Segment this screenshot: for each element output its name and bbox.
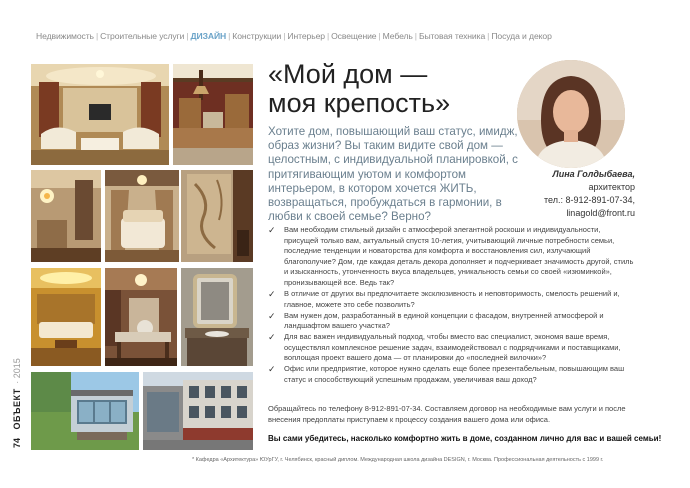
hall-chandelier-photo: [31, 170, 101, 262]
nav-item-construction-services[interactable]: Строительные услуги: [100, 31, 185, 41]
list-item: [268, 225, 634, 289]
dining-room-photo: [105, 268, 177, 366]
article-title-line-2: моя крепость»: [268, 88, 451, 118]
article-title-line-1: «Мой дом —: [268, 59, 428, 89]
nav-separator: |: [378, 31, 381, 41]
list-item: [268, 364, 634, 385]
nav-separator: |: [228, 31, 231, 41]
nav-separator: |: [487, 31, 490, 41]
page-marker-text: [12, 358, 22, 448]
list-item-text: Для вас важен индивидуальный подход, чтобы вместо вас специалист, экономя ваше время, осуществлял комплексное решение задач, взаимодействовал с подрядчиками и поставщиками, воплощая проект вашего дома — от планировки до «последней вилочки»?: [284, 332, 621, 363]
author-avatar: [517, 60, 625, 168]
author-info: [544, 168, 635, 220]
nav-item-lighting[interactable]: Освещение: [331, 31, 377, 41]
nav-item-design[interactable]: ДИЗАЙН: [190, 31, 227, 41]
nav-item-furniture[interactable]: Мебель: [382, 31, 413, 41]
magazine-name: ОБЪЕКТ: [12, 388, 22, 430]
checkmark-icon: ✓: [268, 310, 276, 321]
article-lead: Хотите дом, повышающий ваш статус, имидж, образ жизни? Вы таким видите свой дом — целостным, с индивидуальной планировкой, с притягивающим уютом и комфортом интерьером, в котором хочется ЖИТЬ, возвращаться, пробуждаться в гармонии, в любви к своей семье? Верно?: [268, 125, 518, 224]
nav-separator: |: [95, 31, 99, 41]
footnote: * Кафедра «Архитектура» ЮУрГУ, г. Челябинск, красный диплом. Международная школа дизайна DESIGN, г. Москва. Профессиональная деятельность с 1999 г.: [192, 457, 604, 463]
nav-item-appliances[interactable]: Бытовая техника: [418, 31, 486, 41]
nav-separator: |: [326, 31, 330, 41]
bathroom-mirror-photo: [181, 268, 253, 366]
list-item: [268, 332, 634, 364]
house-exterior-photo: [31, 372, 139, 450]
nav-item-structures[interactable]: Конструкции: [232, 31, 282, 41]
nav-separator: |: [186, 31, 189, 41]
list-item-text: Вам необходим стильный дизайн с атмосферой элегантной роскоши и индивидуальности, присущей только вам, актуальный спустя 10-летия, учитывающий личные потребности семьи, последние тенденции и новаторства для комфорта и восстановления сил, излучающий благополучие? Дом, где каждая деталь декора дополняет и подчеркивает значимость другой, стиль и изысканность, утонченность вкуса владельцев, уникальность семьи со своей «изюминкой», пронизывающей все. Ведь так?: [284, 225, 634, 287]
living-room-photo: [31, 64, 169, 165]
benefits-list: [268, 225, 634, 386]
list-item-text: Вам нужен дом, разработанный в единой концепции с фасадом, внутренней атмосферой и ландшафтом вашего участка?: [284, 310, 604, 331]
list-item-text: Офис или предприятие, которое нужно сделать еще более презентабельным, повышающим ваш статус и способствующий успешным продажам, увеличивая ваш доход?: [284, 364, 625, 384]
page-number: 74: [12, 437, 22, 448]
author-name: Лина Голдыбаева,: [552, 169, 635, 179]
nav-separator: |: [414, 31, 417, 41]
lounge-photo: [31, 268, 101, 366]
author-role: архитектор: [588, 182, 635, 192]
nav-item-tableware-decor[interactable]: Посуда и декор: [491, 31, 552, 41]
list-item-text: В отличие от других вы предпочитаете эксклюзивность и неповторимость, смелость решений и, главное, можете это себе позволить?: [284, 288, 620, 309]
checkmark-icon: ✓: [268, 364, 276, 375]
checkmark-icon: ✓: [268, 332, 276, 343]
author-phone: тел.: 8-912-891-07-34,: [543, 195, 635, 205]
bedroom-photo: [105, 170, 179, 262]
kitchen-photo: [173, 64, 253, 165]
decor-wall-photo: [181, 170, 253, 262]
nav-item-interior[interactable]: Интерьер: [287, 31, 325, 41]
office-building-photo: [143, 372, 253, 450]
contact-paragraph: Обращайтесь по телефону 8-912-891-07-34. Составляем договор на необходимые вам услуги и после внесения предоплаты приступаем к процессу создания вашего дома или офиса.: [268, 404, 626, 424]
nav-item-real-estate[interactable]: Недвижимость: [36, 31, 94, 41]
checkmark-icon: ✓: [268, 225, 276, 235]
article-title: [268, 60, 518, 118]
issue-year: · 2015: [12, 358, 22, 384]
page-marker: [12, 358, 24, 448]
author-email[interactable]: linagold@front.ru: [566, 208, 635, 218]
list-item: [268, 289, 634, 310]
list-item: [268, 311, 634, 332]
checkmark-icon: ✓: [268, 288, 276, 299]
nav-separator: |: [283, 31, 286, 41]
category-nav: [36, 31, 552, 41]
closing-statement: Вы сами убедитесь, насколько комфортно жить в доме, созданном лично для вас и вашей семьи!: [268, 434, 662, 443]
